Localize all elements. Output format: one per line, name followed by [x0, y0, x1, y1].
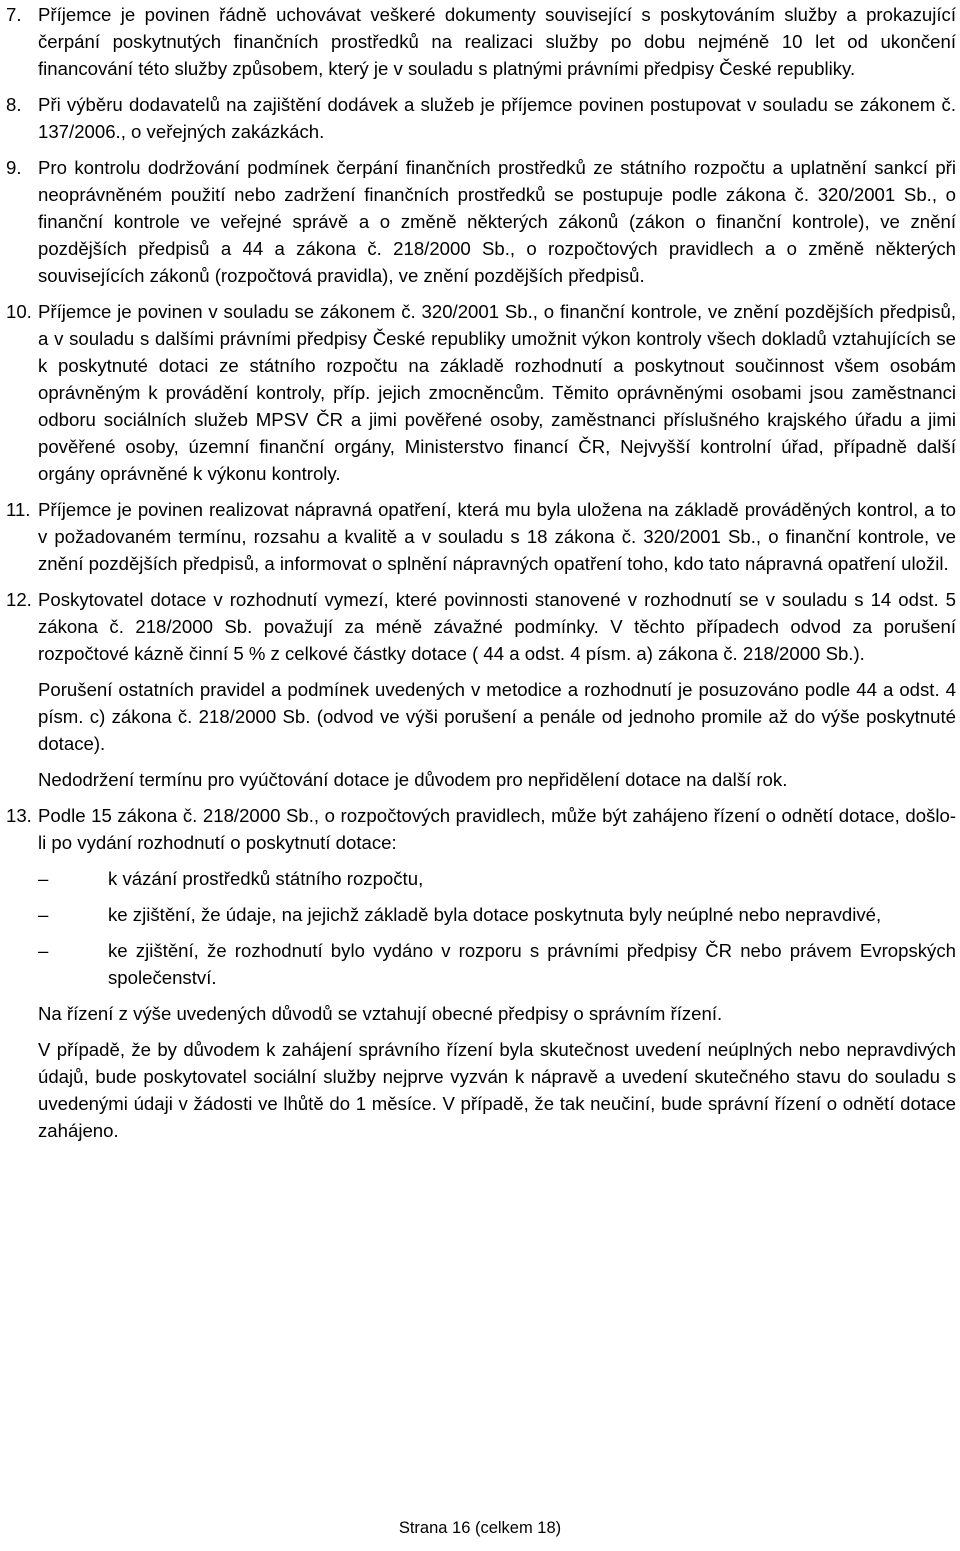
list-item-13: [6, 802, 956, 856]
dash-item: [38, 937, 956, 991]
page-footer: Strana 16 (celkem 18): [398, 1519, 562, 1537]
item-number: 11.: [6, 499, 31, 520]
list-item-8: [6, 91, 956, 145]
document-body: [6, 1, 956, 1144]
item-number: 10.: [6, 301, 32, 322]
paragraph-procedure: Na řízení z výše uvedených důvodů se vztahují obecné předpisy o správním řízení.: [38, 1003, 723, 1024]
item-text: Pro kontrolu dodržování podmínek čerpání finančních prostředků ze státního rozpočtu a uplatnění sankcí při neoprávněném použití nebo zadržení finančních prostředků se postupuje podle zákona č. 320/2001 Sb., o finanční kontrole ve veřejné správě a o změně některých zákonů (zákon o finanční kontrole), ve znění pozdějších předpisů a 44 a zákona č. 218/2000 Sb., o rozpočtových pravidlech a o změně některých souvisejících zákonů (rozpočtová pravidla), ve znění pozdějších předpisů.: [38, 157, 956, 286]
paragraph-penalties: Porušení ostatních pravidel a podmínek uvedených v metodice a rozhodnutí je posuzováno podle 44 a odst. 4 písm. c) zákona č. 218/2000 Sb. (odvod ve výši porušení a penále od jednoho promile až do výše poskytnuté dotace).: [38, 679, 956, 754]
dash-item: [38, 865, 956, 892]
dash-item-text: ke zjištění, že údaje, na jejichž základě byla dotace poskytnuta byly neúplné nebo nepravdivé,: [108, 904, 882, 925]
list-item-7: [6, 1, 956, 82]
item-text: Podle 15 zákona č. 218/2000 Sb., o rozpočtových pravidlech, může být zahájeno řízení o odnětí dotace, došlo-li po vydání rozhodnutí o poskytnutí dotace:: [38, 805, 956, 853]
item-number: 7.: [6, 4, 22, 25]
item-text: Příjemce je povinen v souladu se zákonem č. 320/2001 Sb., o finanční kontrole, ve znění pozdějších předpisů, a v souladu s dalšími právními předpisy České republiky umožnit výkon kontroly všech dokladů vztahujících se k poskytnuté dotaci ze státního rozpočtu na základě rozhodnutí a poskytnout součinnost všem osobám oprávněným k provádění kontroly, příp. jejich zmocněncům. Těmito oprávněnými osobami jsou zaměstnanci odboru sociálních služeb MPSV ČR a jimi pověřené osoby, zaměstnanci příslušného krajského úřadu a jimi pověřené osoby, územní finanční orgány, Ministerstvo financí ČR, Nejvyšší kontrolní úřad, případně další orgány oprávněné k výkonu kontroly.: [38, 301, 956, 484]
list-item-9: [6, 154, 956, 289]
item-number: 9.: [6, 157, 22, 178]
dash-item-text: k vázání prostředků státního rozpočtu,: [108, 868, 424, 889]
list-item-11: [6, 496, 956, 577]
list-item-12: [6, 586, 956, 667]
item-text: Při výběru dodavatelů na zajištění dodávek a služeb je příjemce povinen postupovat v souladu se zákonem č. 137/2006., o veřejných zakázkách.: [38, 94, 956, 142]
item-number: 8.: [6, 94, 22, 115]
paragraph-deadline: Nedodržení termínu pro vyúčtování dotace je důvodem pro nepřidělení dotace na další rok.: [38, 769, 788, 790]
dash-marker: –: [38, 868, 49, 889]
list-item-10: [6, 298, 956, 487]
item-text: Poskytovatel dotace v rozhodnutí vymezí, které povinnosti stanovené v rozhodnutí se v souladu s 14 odst. 5 zákona č. 218/2000 Sb. považují za méně závažné podmínky. V těchto případech odvod za porušení rozpočtové kázně činní 5 % z celkové částky dotace ( 44 a odst. 4 písm. a) zákona č. 218/2000 Sb.).: [38, 589, 956, 664]
dash-marker: –: [38, 940, 49, 961]
dash-item-text: ke zjištění, že rozhodnutí bylo vydáno v rozporu s právními předpisy ČR nebo právem Evropských společenství.: [108, 940, 956, 988]
dash-marker: –: [38, 904, 49, 925]
item-text: Příjemce je povinen řádně uchovávat veškeré dokumenty související s poskytováním služby a prokazující čerpání poskytnutých finančních prostředků na realizaci služby po dobu nejméně 10 let od ukončení financování této služby způsobem, který je v souladu s platnými právními předpisy České republiky.: [38, 4, 956, 79]
item-number: 12.: [6, 589, 32, 610]
paragraph-correction: V případě, že by důvodem k zahájení správního řízení byla skutečnost uvedení neúplných nebo nepravdivých údajů, bude poskytovatel sociální služby nejprve vyzván k nápravě a uvedení skutečného stavu do souladu s uvedenými údaji v žádosti ve lhůtě do 1 měsíce. V případě, že tak neučiní, bude správní řízení o odnětí dotace zahájeno.: [38, 1039, 956, 1141]
dash-item: [38, 901, 956, 928]
item-number: 13.: [6, 805, 32, 826]
item-text: Příjemce je povinen realizovat nápravná opatření, která mu byla uložena na základě prováděných kontrol, a to v požadovaném termínu, rozsahu a kvalitě a v souladu s 18 zákona č. 320/2001 Sb., o finanční kontrole, ve znění pozdějších předpisů, a informovat o splnění nápravných opatření toho, kdo tato nápravná opatření uložil.: [38, 499, 956, 574]
